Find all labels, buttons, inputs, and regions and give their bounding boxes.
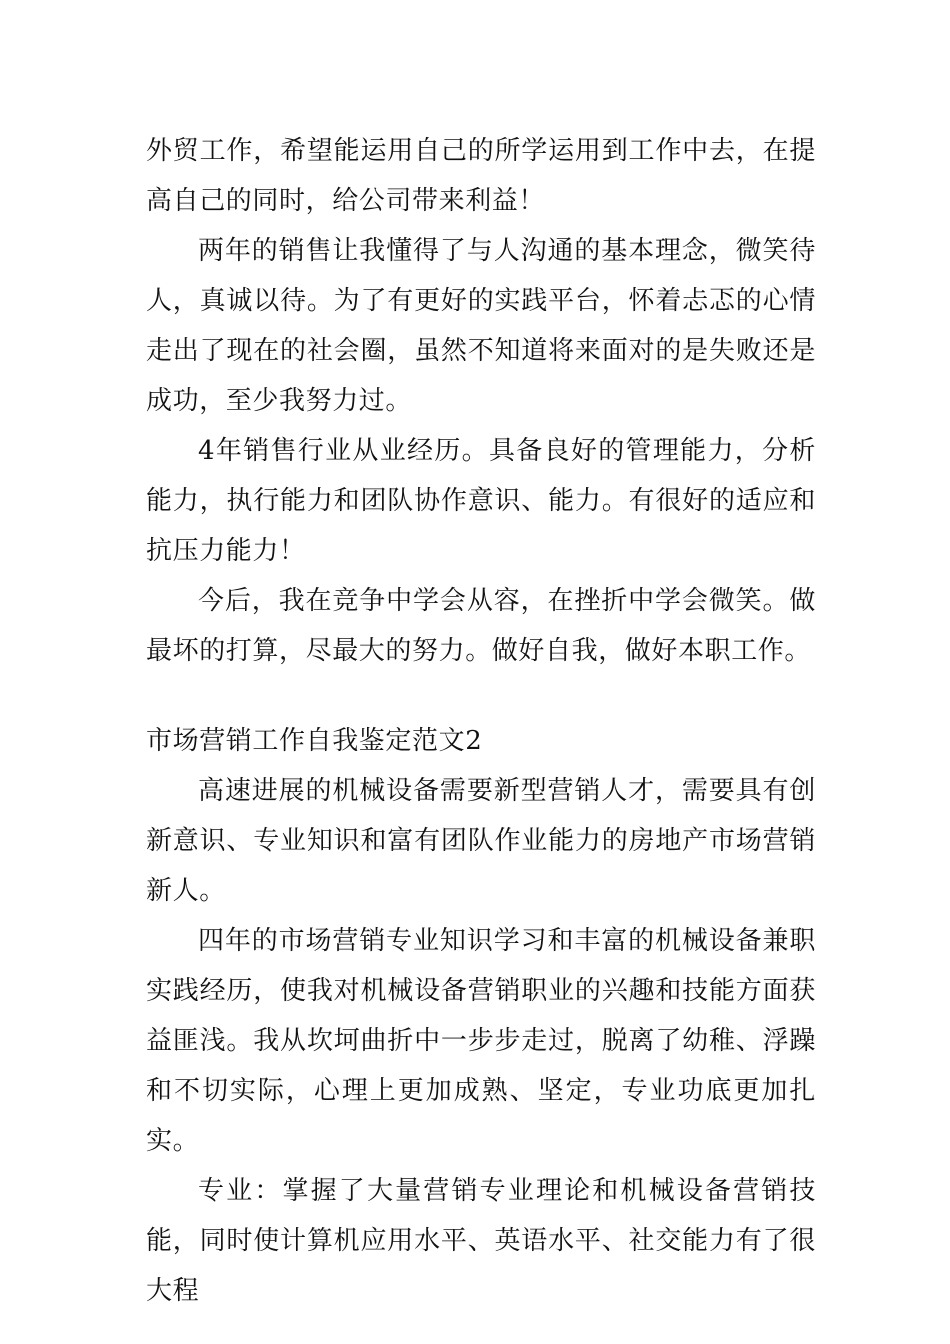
- paragraph-sales-experience: 两年的销售让我懂得了与人沟通的基本理念，微笑待人，真诚以待。为了有更好的实践平台，怀着忐忑的心情走出了现在的社会圈，虽然不知道将来面对的是失败还是成功，至少我努力过。: [146, 236, 816, 416]
- paragraph-professional: 专业：掌握了大量营销专业理论和机械设备营销技能，同时使计算机应用水平、英语水平、社交能力有了很大程: [146, 1176, 816, 1306]
- paragraph-work-history: 4年销售行业从业经历。具备良好的管理能力，分析能力，执行能力和团队协作意识、能力。有很好的适应和抗压力能力！: [146, 436, 816, 566]
- paragraph-study: 四年的市场营销专业知识学习和丰富的机械设备兼职实践经历，使我对机械设备营销职业的兴趣和技能方面获益匪浅。我从坎坷曲折中一步步走过，脱离了幼稚、浮躁和不切实际，心理上更加成熟、坚定，专业功底更加扎实。: [146, 926, 816, 1156]
- paragraph-continued: 外贸工作，希望能运用自己的所学运用到工作中去，在提高自己的同时，给公司带来利益！: [146, 136, 816, 216]
- section-title: 市场营销工作自我鉴定范文2: [146, 726, 483, 756]
- paragraph-intro: 高速进展的机械设备需要新型营销人才，需要具有创新意识、专业知识和富有团队作业能力的房地产市场营销新人。: [146, 776, 816, 906]
- document-body: [146, 126, 816, 1316]
- paragraph-future: 今后，我在竞争中学会从容，在挫折中学会微笑。做最坏的打算，尽最大的努力。做好自我，做好本职工作。: [146, 586, 816, 666]
